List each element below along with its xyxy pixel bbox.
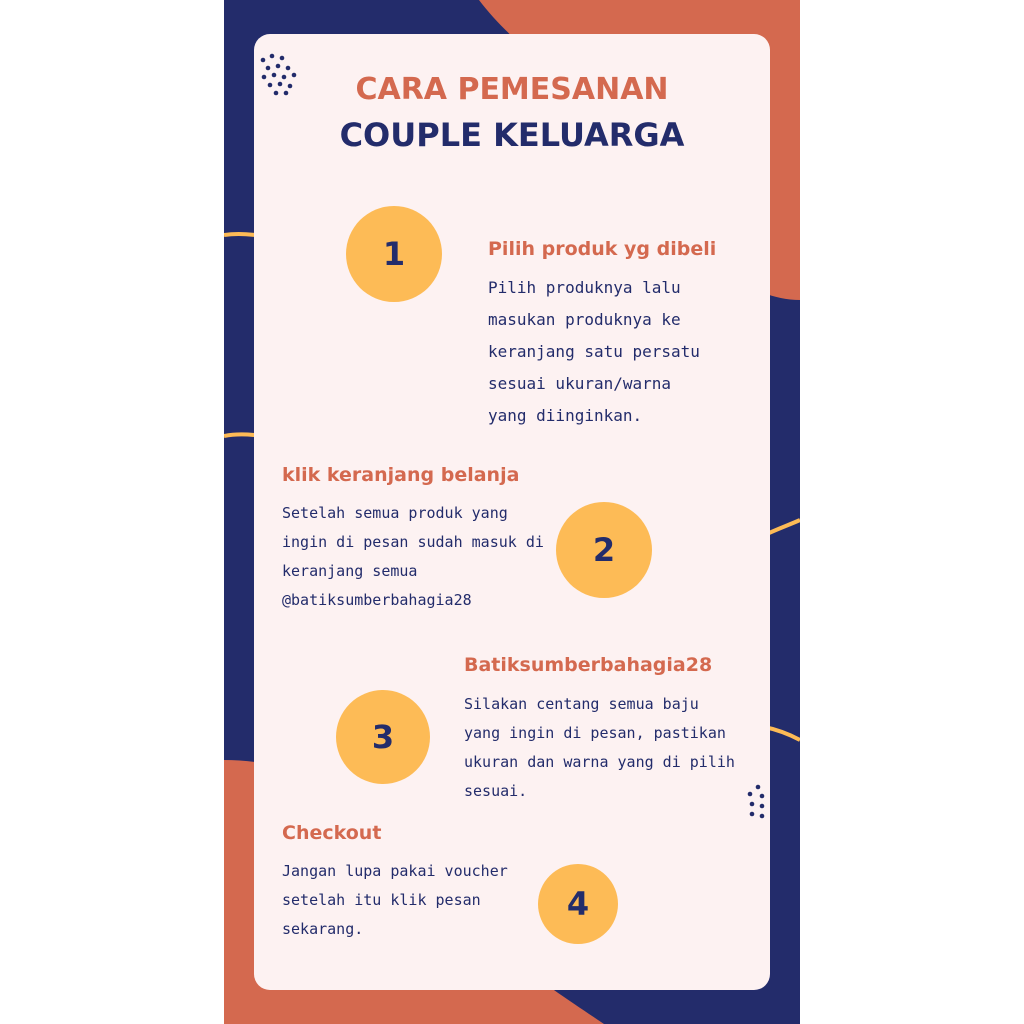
step-4-heading: Checkout: [282, 822, 382, 844]
step-4-body: Jangan lupa pakai voucher setelah itu klik pesan sekarang.: [282, 862, 508, 938]
step-1-number-badge: 1: [346, 206, 442, 302]
step-2-heading: klik keranjang belanja: [282, 464, 520, 486]
title-line-1: CARA PEMESANAN: [355, 72, 669, 107]
step-1-heading: Pilih produk yg dibeli: [488, 238, 717, 260]
step-3-number-badge: 3: [336, 690, 430, 784]
step-3-body: Silakan centang semua baju yang ingin di pesan, pastikan ukuran dan warna yang di pilih sesuai.: [464, 695, 735, 800]
step-2-body: Setelah semua produk yang ingin di pesan sudah masuk di keranjang semua @batiksumberbahagia28: [282, 504, 544, 609]
step-1-body: Pilih produknya lalu masukan produknya ke keranjang satu persatu sesuai ukuran/warna yang diinginkan.: [488, 278, 700, 425]
poster: [224, 0, 800, 1024]
step-2-number-badge: 2: [556, 502, 652, 598]
step-4-number-badge: 4: [538, 864, 618, 944]
step-3-heading: Batiksumberbahagia28: [464, 654, 713, 676]
title-line-2: COUPLE KELUARGA: [339, 116, 685, 154]
instruction-card: [254, 34, 770, 990]
dots-decoration-right: [744, 782, 770, 822]
